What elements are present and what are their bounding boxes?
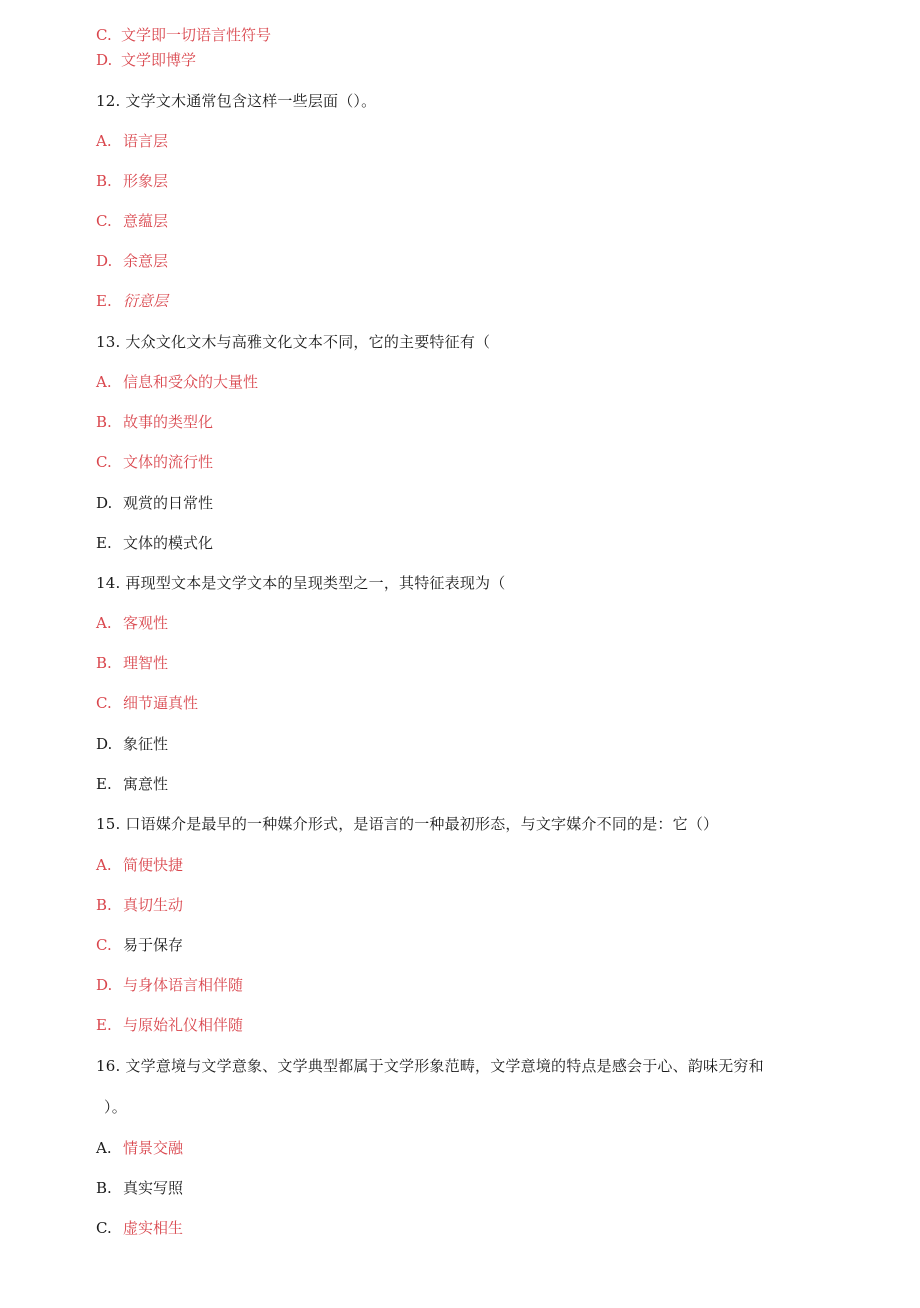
option-letter: A.: [96, 856, 112, 874]
option-text: 真切生动: [123, 896, 184, 914]
q12-option-a: [96, 131, 168, 151]
option-letter: D.: [96, 494, 113, 512]
option-text: 情景交融: [123, 1139, 184, 1157]
option-text: 细节逼真性: [123, 694, 199, 712]
option-letter: D.: [96, 735, 113, 753]
q13-option-d: [96, 493, 213, 513]
option-text: 文体的流行性: [123, 453, 214, 471]
option-letter: A.: [96, 132, 112, 150]
q13-option-a: [96, 372, 258, 392]
option-letter: E.: [96, 775, 112, 793]
q14-option-a: [96, 613, 168, 633]
option-letter: D.: [96, 976, 113, 994]
option-letter: D.: [96, 252, 113, 270]
q16-option-a: [96, 1138, 183, 1158]
option-text: 衍意层: [123, 292, 169, 310]
option-letter: B.: [96, 172, 112, 190]
option-letter: E.: [96, 1016, 112, 1034]
question-16-stem-continued: ）。: [104, 1098, 127, 1116]
option-letter: B.: [96, 896, 112, 914]
q14-option-d: [96, 734, 168, 754]
option-text: 余意层: [123, 252, 169, 270]
option-text: 语言层: [123, 132, 169, 150]
question-13-stem: 13. 大众文化文木与高雅文化文本不同，它的主要特征有（: [96, 333, 491, 351]
option-letter: C.: [96, 453, 112, 471]
q14-option-c: [96, 693, 198, 713]
option-text: 信息和受众的大量性: [123, 373, 259, 391]
option-text: 故事的类型化: [123, 413, 214, 431]
q15-option-d: [96, 975, 243, 995]
question-15-stem: 15. 口语媒介是最早的一种媒介形式，是语言的一种最初形态，与文字媒介不同的是：它（）: [96, 815, 719, 833]
option-letter: A.: [96, 1139, 112, 1157]
q13-option-b: [96, 412, 213, 432]
option-text: 客观性: [123, 614, 169, 632]
option-letter: C.: [96, 694, 112, 712]
option-c: [96, 25, 271, 45]
q15-option-e: [96, 1015, 243, 1035]
option-text: 文体的模式化: [123, 534, 214, 552]
option-text: 真实写照: [123, 1179, 184, 1197]
option-text: 文学即一切语言性符号: [121, 26, 272, 44]
q16-option-c: [96, 1218, 183, 1238]
q12-option-c: [96, 211, 168, 231]
q15-option-c: [96, 935, 183, 955]
q12-option-e: [96, 291, 168, 311]
option-text: 与原始礼仪相伴随: [123, 1016, 244, 1034]
option-letter: B.: [96, 1179, 112, 1197]
option-text: 观赏的日常性: [123, 494, 214, 512]
option-letter: A.: [96, 373, 112, 391]
option-letter: E.: [96, 534, 112, 552]
option-letter: C.: [96, 936, 112, 954]
option-d: [96, 50, 196, 70]
q15-option-a: [96, 855, 183, 875]
q13-option-e: [96, 533, 213, 553]
option-text: 易于保存: [123, 936, 184, 954]
option-text: 简便快捷: [123, 856, 184, 874]
option-text: 寓意性: [123, 775, 169, 793]
q12-option-d: [96, 251, 168, 271]
option-letter: C.: [96, 26, 112, 44]
option-text: 象征性: [123, 735, 169, 753]
question-16-stem: 16. 文学意境与文学意象、文学典型都属于文学形象范畴，文学意境的特点是感会于心、韵味无穷和: [96, 1057, 764, 1075]
option-text: 与身体语言相伴随: [123, 976, 244, 994]
option-letter: A.: [96, 614, 112, 632]
option-letter: C.: [96, 1219, 112, 1237]
option-letter: B.: [96, 654, 112, 672]
option-letter: B.: [96, 413, 112, 431]
option-letter: C.: [96, 212, 112, 230]
q14-option-b: [96, 653, 168, 673]
option-text: 意蕴层: [123, 212, 169, 230]
question-14-stem: 14. 再现型文本是文学文本的呈现类型之一，其特征表现为（: [96, 574, 506, 592]
option-letter: D.: [96, 51, 113, 69]
question-12-stem: 12. 文学文木通常包含这样一些层面（）。: [96, 92, 377, 110]
option-letter: E.: [96, 292, 112, 310]
q14-option-e: [96, 774, 168, 794]
option-text: 理智性: [123, 654, 169, 672]
option-text: 文学即博学: [121, 51, 197, 69]
q16-option-b: [96, 1178, 183, 1198]
option-text: 形象层: [123, 172, 169, 190]
q15-option-b: [96, 895, 183, 915]
q13-option-c: [96, 452, 213, 472]
option-text: 虚实相生: [123, 1219, 184, 1237]
q12-option-b: [96, 171, 168, 191]
